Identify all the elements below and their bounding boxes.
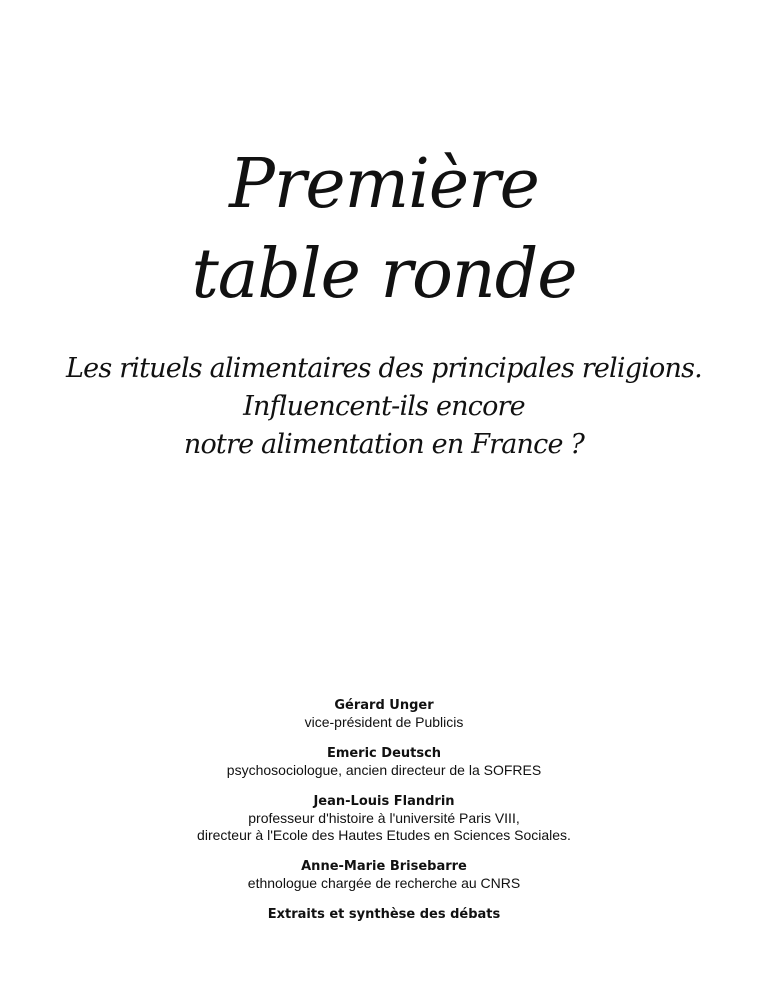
subtitle xyxy=(0,350,768,464)
participant-name: Gérard Unger xyxy=(334,698,434,713)
subtitle-line-2: Influencent-ils encore xyxy=(243,391,525,422)
page-title xyxy=(0,140,768,320)
participants-list xyxy=(0,697,768,923)
participant-name: Anne-Marie Brisebarre xyxy=(301,859,467,874)
subtitle-line-3: notre alimentation en France ? xyxy=(183,429,585,460)
title-line-2: table ronde xyxy=(191,235,577,314)
participant-role: professeur d'histoire à l'université Paris VIII, xyxy=(248,810,520,826)
participant-name: Jean-Louis Flandrin xyxy=(313,794,455,809)
participant-role: psychosociologue, ancien directeur de la SOFRES xyxy=(226,762,542,778)
subtitle-line-1: Les rituels alimentaires des principales religions. xyxy=(66,353,702,384)
participant-unger xyxy=(0,697,768,731)
participant-deutsch xyxy=(0,745,768,779)
participant-brisebarre xyxy=(0,858,768,892)
extracts-note: Extraits et synthèse des débats xyxy=(267,907,501,922)
title-line-1: Première xyxy=(229,145,539,224)
participant-name: Emeric Deutsch xyxy=(326,746,442,761)
participant-role: vice-président de Publicis xyxy=(304,714,464,730)
participant-flandrin xyxy=(0,793,768,844)
participant-role: directeur à l'Ecole des Hautes Etudes en Sciences Sociales. xyxy=(197,827,571,843)
participant-role: ethnologue chargée de recherche au CNRS xyxy=(247,875,521,891)
